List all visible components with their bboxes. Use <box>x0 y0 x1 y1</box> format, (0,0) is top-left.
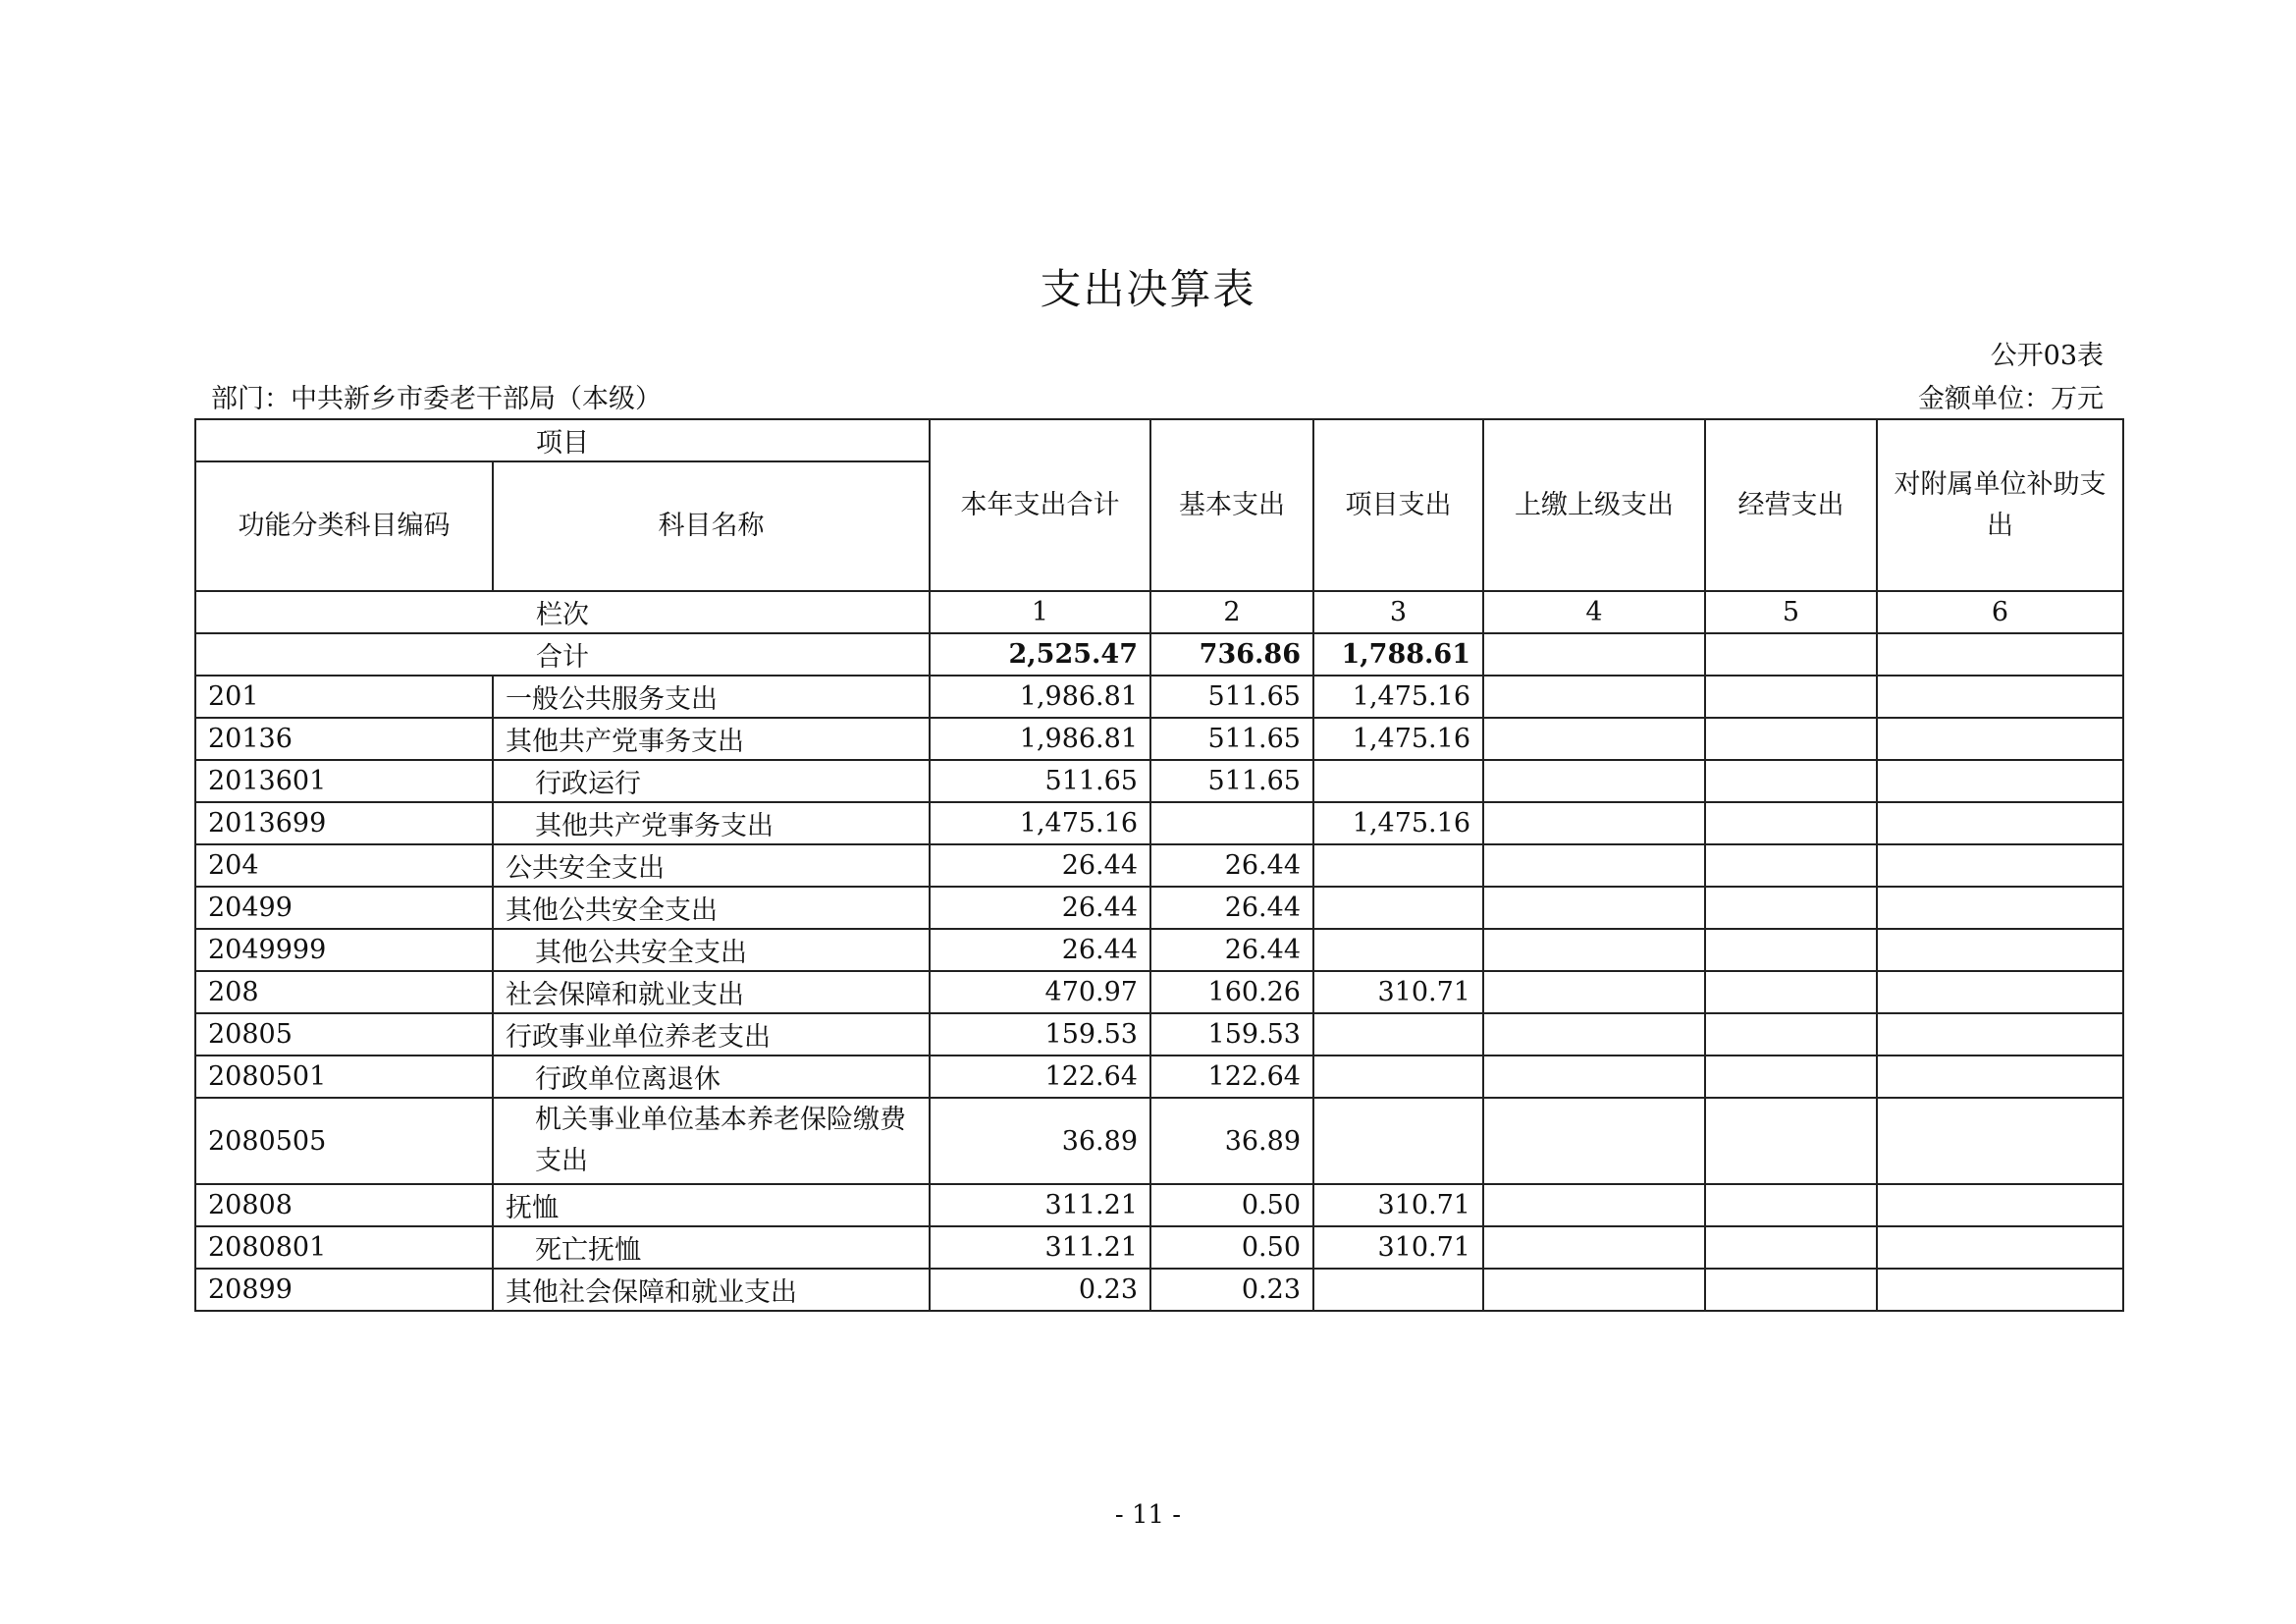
sum-value: 736.86 <box>1150 633 1313 676</box>
header-row-1 <box>195 419 2123 461</box>
amount-cell: 122.64 <box>930 1056 1150 1098</box>
amount-cell <box>1483 1226 1705 1269</box>
amount-cell: 1,475.16 <box>1313 802 1483 844</box>
amount-cell: 1,475.16 <box>1313 718 1483 760</box>
table-row <box>195 802 2123 844</box>
table-row <box>195 971 2123 1013</box>
table-row <box>195 718 2123 760</box>
sum-value <box>1483 633 1705 676</box>
page-number: - 11 - <box>1114 1500 1182 1530</box>
page-title: 支出决算表 <box>1040 265 1256 313</box>
amount-cell: 511.65 <box>1150 676 1313 718</box>
amount-cell <box>1705 1184 1877 1226</box>
subject-name: 公共安全支出 <box>493 844 930 887</box>
table-row <box>195 1013 2123 1056</box>
amount-cell <box>1483 1056 1705 1098</box>
amount-cell <box>1877 1184 2123 1226</box>
sum-value <box>1877 633 2123 676</box>
amount-cell <box>1483 1098 1705 1184</box>
amount-cell <box>1705 1269 1877 1311</box>
sum-value <box>1705 633 1877 676</box>
header-subsidy: 对附属单位补助支出 <box>1877 419 2123 591</box>
subject-code: 2013601 <box>195 760 493 802</box>
table-row <box>195 844 2123 887</box>
header-project: 项目支出 <box>1313 419 1483 591</box>
subject-code: 208 <box>195 971 493 1013</box>
amount-unit-label: 金额单位：万元 <box>1918 384 2104 414</box>
subject-code: 2013699 <box>195 802 493 844</box>
amount-cell <box>1313 887 1483 929</box>
amount-cell <box>1705 929 1877 971</box>
column-index-value: 6 <box>1877 591 2123 633</box>
amount-cell <box>1877 929 2123 971</box>
amount-cell: 26.44 <box>1150 844 1313 887</box>
sum-row <box>195 633 2123 676</box>
sum-label: 合计 <box>195 633 930 676</box>
amount-cell: 1,986.81 <box>930 718 1150 760</box>
subject-name: 其他社会保障和就业支出 <box>493 1269 930 1311</box>
amount-cell: 26.44 <box>930 887 1150 929</box>
subject-code: 20808 <box>195 1184 493 1226</box>
amount-cell <box>1483 760 1705 802</box>
amount-cell <box>1313 929 1483 971</box>
column-index-value: 5 <box>1705 591 1877 633</box>
amount-cell <box>1705 1226 1877 1269</box>
amount-cell <box>1877 1098 2123 1184</box>
table-row <box>195 1184 2123 1226</box>
amount-cell: 310.71 <box>1313 971 1483 1013</box>
table-row <box>195 1056 2123 1098</box>
amount-cell <box>1705 718 1877 760</box>
amount-cell <box>1483 802 1705 844</box>
header-item: 项目 <box>195 419 930 461</box>
amount-cell: 0.23 <box>930 1269 1150 1311</box>
amount-cell <box>1705 802 1877 844</box>
amount-cell <box>1483 844 1705 887</box>
subject-name: 抚恤 <box>493 1184 930 1226</box>
amount-cell <box>1483 718 1705 760</box>
amount-cell <box>1483 887 1705 929</box>
column-index-label: 栏次 <box>195 591 930 633</box>
subject-name: 其他共产党事务支出 <box>493 802 930 844</box>
amount-cell <box>1483 1184 1705 1226</box>
amount-cell <box>1313 1098 1483 1184</box>
subject-code: 20136 <box>195 718 493 760</box>
amount-cell <box>1705 971 1877 1013</box>
subject-name: 行政事业单位养老支出 <box>493 1013 930 1056</box>
table-row <box>195 760 2123 802</box>
table-row <box>195 929 2123 971</box>
column-index-value: 1 <box>930 591 1150 633</box>
department-label: 部门：中共新乡市委老干部局（本级） <box>211 384 662 414</box>
header-business: 经营支出 <box>1705 419 1877 591</box>
amount-cell: 159.53 <box>1150 1013 1313 1056</box>
amount-cell <box>1150 802 1313 844</box>
amount-cell: 310.71 <box>1313 1226 1483 1269</box>
table-row <box>195 1226 2123 1269</box>
amount-cell: 470.97 <box>930 971 1150 1013</box>
column-index-value: 2 <box>1150 591 1313 633</box>
header-total: 本年支出合计 <box>930 419 1150 591</box>
amount-cell: 160.26 <box>1150 971 1313 1013</box>
column-index-row <box>195 591 2123 633</box>
amount-cell: 311.21 <box>930 1226 1150 1269</box>
subject-name: 其他共产党事务支出 <box>493 718 930 760</box>
form-number: 公开03表 <box>1990 341 2104 371</box>
amount-cell <box>1705 676 1877 718</box>
amount-cell <box>1705 1013 1877 1056</box>
header-code: 功能分类科目编码 <box>195 461 493 591</box>
amount-cell <box>1705 844 1877 887</box>
subject-code: 2049999 <box>195 929 493 971</box>
table-row <box>195 676 2123 718</box>
table-row <box>195 887 2123 929</box>
amount-cell: 26.44 <box>930 929 1150 971</box>
subject-name: 行政单位离退休 <box>493 1056 930 1098</box>
amount-cell <box>1313 1269 1483 1311</box>
subject-name: 行政运行 <box>493 760 930 802</box>
subject-code: 2080501 <box>195 1056 493 1098</box>
subject-code: 20899 <box>195 1269 493 1311</box>
amount-cell <box>1313 1013 1483 1056</box>
subject-name: 机关事业单位基本养老保险缴费支出 <box>493 1098 930 1184</box>
subject-code: 20805 <box>195 1013 493 1056</box>
subject-code: 20499 <box>195 887 493 929</box>
sum-value: 2,525.47 <box>930 633 1150 676</box>
amount-cell <box>1483 676 1705 718</box>
amount-cell <box>1313 844 1483 887</box>
amount-cell <box>1483 1269 1705 1311</box>
sum-value: 1,788.61 <box>1313 633 1483 676</box>
amount-cell <box>1877 1056 2123 1098</box>
header-name: 科目名称 <box>493 461 930 591</box>
expenditure-table <box>194 418 2124 1312</box>
amount-cell: 26.44 <box>1150 929 1313 971</box>
amount-cell <box>1483 929 1705 971</box>
amount-cell <box>1705 760 1877 802</box>
amount-cell: 310.71 <box>1313 1184 1483 1226</box>
amount-cell: 36.89 <box>1150 1098 1313 1184</box>
amount-cell <box>1877 760 2123 802</box>
amount-cell: 159.53 <box>930 1013 1150 1056</box>
subject-name: 其他公共安全支出 <box>493 887 930 929</box>
amount-cell: 311.21 <box>930 1184 1150 1226</box>
amount-cell: 122.64 <box>1150 1056 1313 1098</box>
amount-cell <box>1877 1269 2123 1311</box>
subject-code: 204 <box>195 844 493 887</box>
amount-cell: 26.44 <box>930 844 1150 887</box>
amount-cell <box>1877 887 2123 929</box>
amount-cell: 0.23 <box>1150 1269 1313 1311</box>
subject-name: 其他公共安全支出 <box>493 929 930 971</box>
amount-cell <box>1877 971 2123 1013</box>
subject-code: 2080505 <box>195 1098 493 1184</box>
amount-cell: 1,475.16 <box>1313 676 1483 718</box>
amount-cell: 26.44 <box>1150 887 1313 929</box>
amount-cell: 511.65 <box>1150 760 1313 802</box>
table-row <box>195 1269 2123 1311</box>
amount-cell <box>1705 1098 1877 1184</box>
amount-cell: 1,986.81 <box>930 676 1150 718</box>
amount-cell <box>1483 1013 1705 1056</box>
amount-cell: 511.65 <box>930 760 1150 802</box>
amount-cell: 1,475.16 <box>930 802 1150 844</box>
amount-cell <box>1877 676 2123 718</box>
amount-cell: 36.89 <box>930 1098 1150 1184</box>
amount-cell <box>1877 844 2123 887</box>
amount-cell <box>1313 1056 1483 1098</box>
amount-cell <box>1877 718 2123 760</box>
amount-cell: 511.65 <box>1150 718 1313 760</box>
amount-cell <box>1313 760 1483 802</box>
column-index-value: 4 <box>1483 591 1705 633</box>
subject-name: 死亡抚恤 <box>493 1226 930 1269</box>
header-basic: 基本支出 <box>1150 419 1313 591</box>
subject-code: 201 <box>195 676 493 718</box>
subject-name: 社会保障和就业支出 <box>493 971 930 1013</box>
amount-cell: 0.50 <box>1150 1184 1313 1226</box>
amount-cell <box>1877 1013 2123 1056</box>
amount-cell <box>1877 802 2123 844</box>
column-index-value: 3 <box>1313 591 1483 633</box>
amount-cell <box>1705 887 1877 929</box>
table-row <box>195 1098 2123 1184</box>
amount-cell <box>1877 1226 2123 1269</box>
amount-cell <box>1705 1056 1877 1098</box>
subject-name: 一般公共服务支出 <box>493 676 930 718</box>
amount-cell <box>1483 971 1705 1013</box>
header-upper: 上缴上级支出 <box>1483 419 1705 591</box>
subject-code: 2080801 <box>195 1226 493 1269</box>
amount-cell: 0.50 <box>1150 1226 1313 1269</box>
